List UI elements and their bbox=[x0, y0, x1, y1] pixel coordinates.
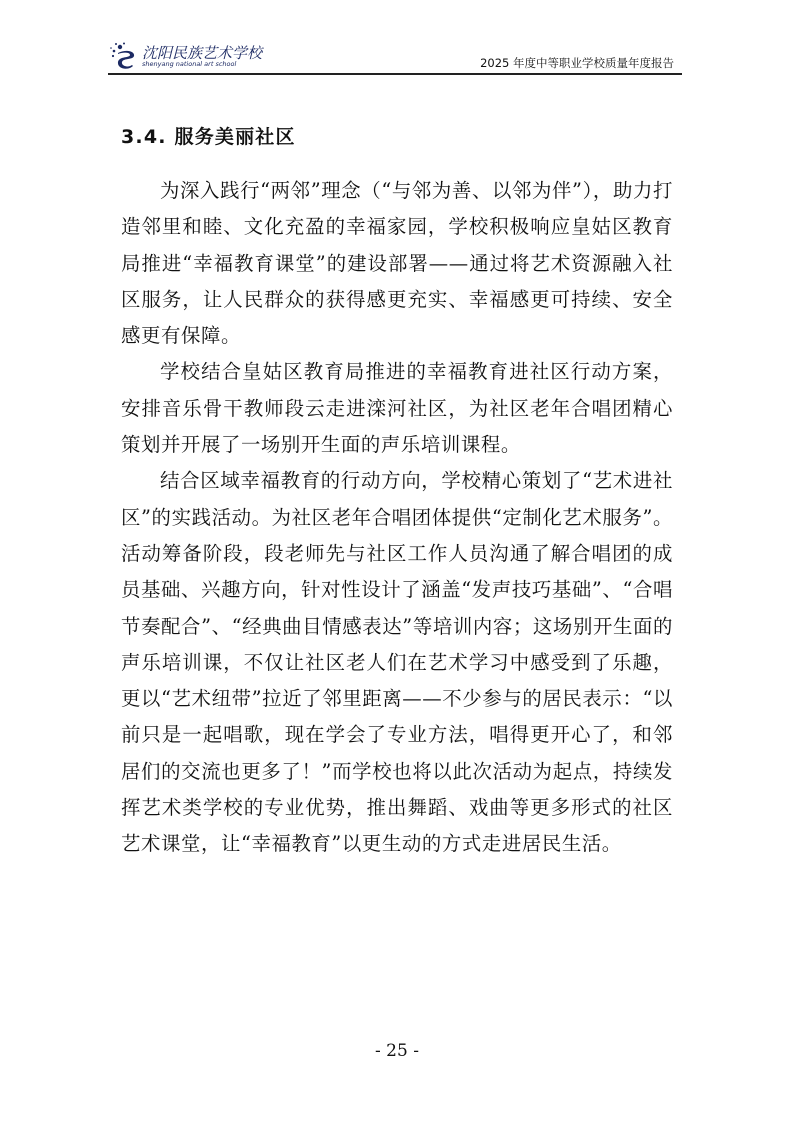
paragraph: 为深入践行“两邻”理念（“与邻为善、以邻为伴”），助力打造邻里和睦、文化充盈的幸福家园，学校积极响应皇姑区教育局推进“幸福教育课堂”的建设部署——通过将艺术资源融入社区服务，让人民群众的获得感更充实、幸福感更可持续、安全感更有保障。 bbox=[121, 179, 673, 348]
body-text bbox=[121, 173, 673, 863]
page-header bbox=[108, 40, 682, 72]
header-divider bbox=[108, 73, 682, 75]
logo-subtitle: shenyang national art school bbox=[142, 60, 237, 68]
logo-script-text: 沈阳民族艺术学校 bbox=[142, 44, 263, 62]
report-title: 2025 年度中等职业学校质量年度报告 bbox=[480, 56, 674, 70]
paragraph: 结合区域幸福教育的行动方向，学校精心策划了“艺术进社区”的实践活动。为社区老年合唱团体提供“定制化艺术服务”。活动筹备阶段，段老师先与社区工作人员沟通了解合唱团的成员基础、兴趣方向，针对性设计了涵盖“发声技巧基础”、“合唱节奏配合”、“经典曲目情感表达”等培训内容；这场别开生面的声乐培训课，不仅让社区老人们在艺术学习中感受到了乐趣，更以“艺术纽带”拉近了邻里距离——不少参与的居民表示：“以前只是一起唱歌，现在学会了专业方法，唱得更开心了，和邻居们的交流也更多了！”而学校也将以此次活动为起点，持续发挥艺术类学校的专业优势，推出舞蹈、戏曲等更多形式的社区艺术课堂，让“幸福教育”以更生动的方式走进居民生活。 bbox=[121, 469, 673, 856]
section-heading: 3.4. 服务美丽社区 bbox=[121, 126, 296, 148]
school-logo bbox=[108, 40, 268, 70]
page-number: - 25 - bbox=[375, 1041, 419, 1061]
school-emblem-icon bbox=[108, 40, 140, 70]
paragraph: 学校结合皇姑区教育局推进的幸福教育进社区行动方案，安排音乐骨干教师段云走进滦河社区，为社区老年合唱团精心策划并开展了一场别开生面的声乐培训课程。 bbox=[121, 360, 673, 457]
